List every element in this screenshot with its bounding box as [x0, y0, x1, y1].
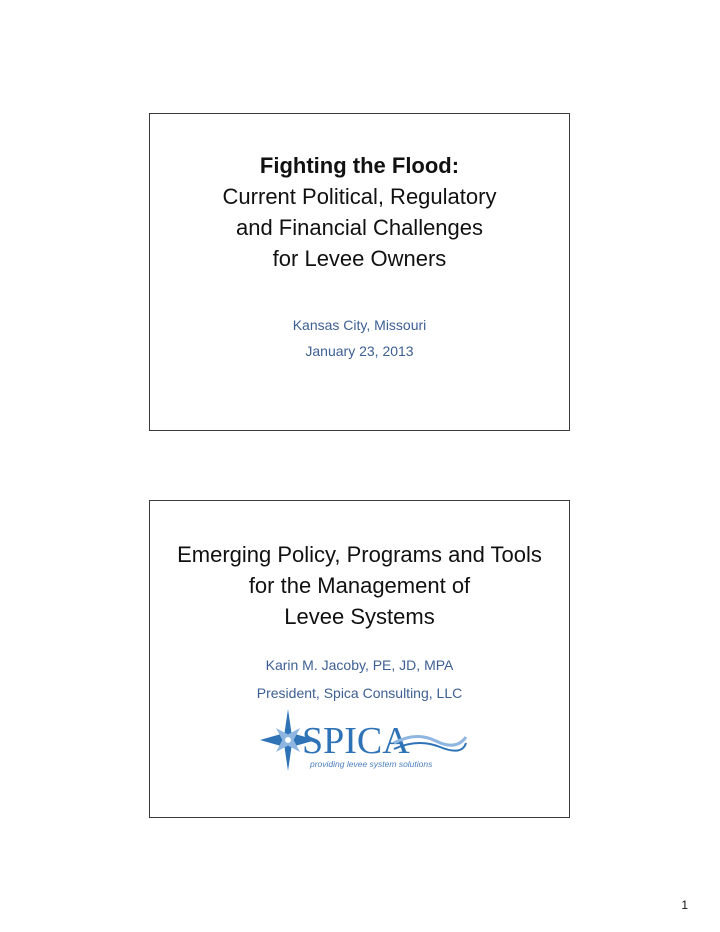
slide-2-title-line: Levee Systems: [284, 604, 435, 629]
slide-1-title: [150, 150, 569, 274]
slide-2-title-line: Emerging Policy, Programs and Tools: [177, 542, 542, 567]
presenter-name: Karin M. Jacoby, PE, JD, MPA: [265, 657, 454, 673]
logo-tagline: providing levee system solutions: [310, 759, 433, 769]
slide-2-title: [150, 539, 569, 632]
spica-logo: [258, 707, 468, 773]
logo-wordmark: SPICA: [302, 720, 410, 762]
event-date: January 23, 2013: [305, 343, 414, 359]
slide-2-subtitle: [150, 651, 569, 707]
presenter-title: President, Spica Consulting, LLC: [256, 685, 463, 701]
slide-1-title-line: for Levee Owners: [272, 246, 447, 271]
slide-2: [149, 500, 570, 818]
slide-1-title-line: Current Political, Regulatory: [222, 184, 497, 209]
slide-1: [149, 113, 570, 431]
slide-1-title-line: and Financial Challenges: [235, 215, 484, 240]
page-number: 1: [681, 898, 688, 912]
slide-1-title-bold: Fighting the Flood:: [259, 153, 460, 178]
event-location: Kansas City, Missouri: [292, 317, 427, 333]
slide-1-subtitle: [150, 312, 569, 364]
slide-2-title-line: for the Management of: [248, 573, 471, 598]
